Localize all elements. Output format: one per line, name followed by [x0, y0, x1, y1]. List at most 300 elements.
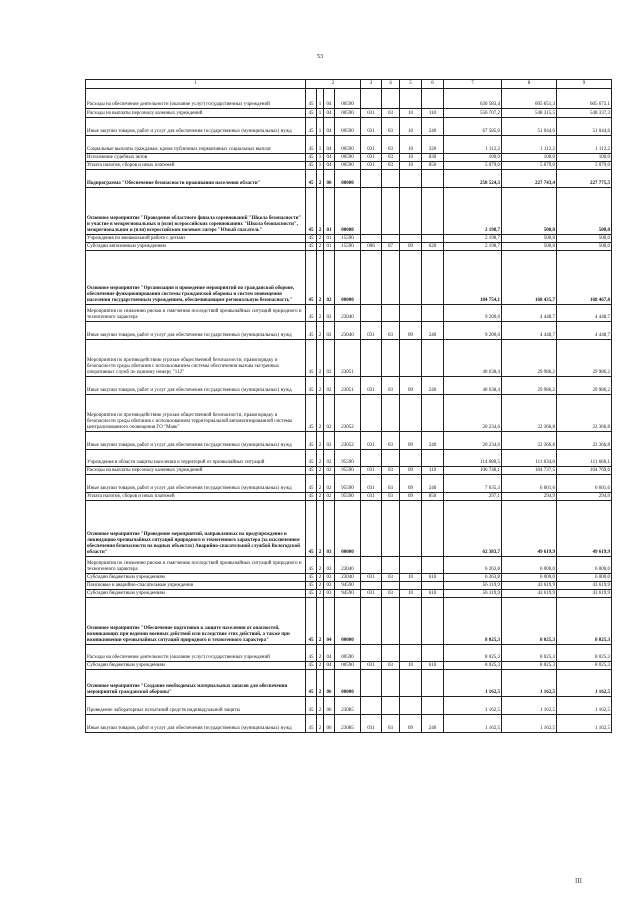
cell-name: Проведение лабораторных испытаний средств индивидуальной защиты	[86, 697, 306, 715]
cell-name: Мероприятия по противодействию угрозам общественной безопасности, правопорядку и безопасности среды обитания с использованием системы обеспечения вызова экстренных оперативных служб по единому номеру "112"	[86, 340, 306, 377]
cell-c3: 02	[324, 340, 335, 377]
cell-c2: 2	[317, 235, 324, 243]
cell-c3: 03	[324, 590, 335, 598]
cell-v2: 29 986,2	[502, 377, 557, 395]
cell-v0	[422, 670, 444, 697]
cell-c2: 1	[317, 89, 324, 109]
table-row	[86, 450, 612, 467]
cell-v3: 111 666,1	[557, 450, 612, 467]
cell-c3: 04	[324, 109, 335, 118]
cell-name: Иные закупки товаров, работ и услуг для обеспечения государственных (муниципальных) нужд	[86, 377, 306, 395]
cell-v2: 8 025,3	[502, 645, 557, 662]
cell-c6	[382, 598, 400, 645]
cell-v3: 4 448,7	[557, 322, 612, 340]
cell-v1: 630 583,4	[444, 89, 502, 109]
cell-v1: 2 198,7	[444, 188, 502, 235]
cell-c3: 04	[324, 118, 335, 136]
cell-c2: 1	[317, 109, 324, 118]
cell-v0	[422, 170, 444, 188]
cell-name: Основное мероприятие "Организация и проведение мероприятий по гражданской обороне, обеспечение функционирования системы гражданской обороны и систем оповещения населения государственным учреждением, обеспечивающим региональную безопасность"	[86, 251, 306, 305]
cell-v1: 56 119,9	[444, 590, 502, 598]
header-col-5: 5	[400, 80, 422, 89]
cell-c2: 2	[317, 590, 324, 598]
cell-v2: 8 025,3	[502, 598, 557, 645]
cell-c2: 1	[317, 154, 324, 162]
cell-c6: 03	[382, 475, 400, 493]
cell-v2: 43 619,9	[502, 582, 557, 590]
cell-c7	[400, 598, 422, 645]
cell-c4: 95590	[335, 475, 361, 493]
cell-c6: 03	[382, 574, 400, 582]
cell-c7	[400, 645, 422, 662]
cell-c7: 10	[400, 109, 422, 118]
cell-c6: 03	[382, 162, 400, 170]
cell-name: Мероприятия по противодействию угрозам общественной безопасности, правопорядку и безопасности среды обитания с использованием территориальной автоматизированной системы централизованного оповещения ГО "Маяк"	[86, 395, 306, 432]
cell-c1: 45	[306, 582, 317, 590]
cell-c7: 10	[400, 590, 422, 598]
cell-v3: 1 112,2	[557, 136, 612, 154]
cell-c3: 04	[324, 154, 335, 162]
cell-c2: 2	[317, 188, 324, 235]
cell-c4: 23040	[335, 574, 361, 582]
cell-v1: 1 162,5	[444, 670, 502, 697]
cell-v0: 610	[422, 662, 444, 670]
cell-c2: 2	[317, 670, 324, 697]
table-row	[86, 432, 612, 450]
cell-v1: 1 162,5	[444, 715, 502, 733]
cell-c5: 031	[361, 109, 382, 118]
cell-v1: 556 707,2	[444, 109, 502, 118]
cell-v1: 106 748,1	[444, 467, 502, 475]
cell-c5	[361, 395, 382, 432]
cell-c5	[361, 501, 382, 557]
cell-c4: 00590	[335, 136, 361, 154]
cell-c6	[382, 235, 400, 243]
cell-c7: 10	[400, 118, 422, 136]
cell-c2: 2	[317, 377, 324, 395]
cell-c4: 00000	[335, 170, 361, 188]
cell-c5	[361, 235, 382, 243]
cell-v0: 240	[422, 118, 444, 136]
cell-c5	[361, 670, 382, 697]
cell-c2: 2	[317, 475, 324, 493]
cell-v1: 1 112,2	[444, 136, 502, 154]
cell-c2: 2	[317, 251, 324, 305]
cell-v0	[422, 557, 444, 574]
cell-c3: 02	[324, 322, 335, 340]
cell-c1: 45	[306, 475, 317, 493]
table-row	[86, 162, 612, 170]
cell-c2: 1	[317, 162, 324, 170]
cell-c7	[400, 670, 422, 697]
cell-v0	[422, 235, 444, 243]
cell-c4: 00590	[335, 154, 361, 162]
cell-v3: 500,0	[557, 243, 612, 251]
cell-v0: 610	[422, 590, 444, 598]
cell-c1: 45	[306, 590, 317, 598]
cell-c4: 23052	[335, 432, 361, 450]
cell-c5: 031	[361, 715, 382, 733]
cell-c5	[361, 89, 382, 109]
cell-v0: 850	[422, 493, 444, 501]
cell-name: Поисковые и аварийно-спасательные учреждения	[86, 582, 306, 590]
cell-v2: 1 162,5	[502, 697, 557, 715]
cell-v3: 104 769,6	[557, 467, 612, 475]
cell-c6	[382, 582, 400, 590]
cell-v0: 620	[422, 243, 444, 251]
cell-v3: 29 986,2	[557, 377, 612, 395]
cell-v0	[422, 450, 444, 467]
cell-c7: 10	[400, 574, 422, 582]
table-row	[86, 582, 612, 590]
cell-v0: 830	[422, 154, 444, 162]
cell-c1: 45	[306, 432, 317, 450]
cell-c5: 031	[361, 467, 382, 475]
cell-name: Учреждения по внешкольной работе с детьми	[86, 235, 306, 243]
table-row	[86, 170, 612, 188]
cell-c5	[361, 645, 382, 662]
cell-c1: 45	[306, 467, 317, 475]
cell-v3: 4 448,7	[557, 305, 612, 322]
cell-name: Основное мероприятие "Проведение областного финала соревнований "Школа безопасности" и участие в межрегиональных и (или) всероссийских соревнованиях "Школа безопасности", межрегиональном и (или) всероссийском полевом лагере "Юный спасатель"	[86, 188, 306, 235]
cell-v1: 8 025,3	[444, 598, 502, 645]
cell-v1: 2 198,7	[444, 235, 502, 243]
cell-c1: 45	[306, 154, 317, 162]
cell-v3: 100,0	[557, 154, 612, 162]
cell-c4: 00590	[335, 162, 361, 170]
cell-name: Расходы на обеспечение деятельности (оказание услуг) государственных учреждений	[86, 89, 306, 109]
cell-c6: 03	[382, 432, 400, 450]
cell-c7	[400, 170, 422, 188]
table-row	[86, 467, 612, 475]
cell-v3: 605 673,1	[557, 89, 612, 109]
cell-c7	[400, 582, 422, 590]
cell-c7: 09	[400, 432, 422, 450]
cell-c5: 031	[361, 590, 382, 598]
cell-v1: 8 025,3	[444, 662, 502, 670]
cell-c2: 2	[317, 170, 324, 188]
cell-c2: 2	[317, 395, 324, 432]
cell-c4: 23051	[335, 340, 361, 377]
budget-table	[85, 79, 612, 733]
cell-v3: 8 025,3	[557, 645, 612, 662]
cell-c1: 45	[306, 170, 317, 188]
cell-c2: 2	[317, 645, 324, 662]
cell-v1: 297,1	[444, 493, 502, 501]
table-row	[86, 109, 612, 118]
cell-v2: 294,9	[502, 493, 557, 501]
cell-c7	[400, 450, 422, 467]
cell-c5	[361, 305, 382, 322]
cell-c4: 23085	[335, 697, 361, 715]
cell-c6	[382, 340, 400, 377]
cell-c4: 00590	[335, 118, 361, 136]
cell-v3: 227 775,5	[557, 170, 612, 188]
cell-name: Учреждения в области защиты населения и территорий от чрезвычайных ситуаций	[86, 450, 306, 467]
cell-c2: 2	[317, 305, 324, 322]
table-row	[86, 251, 612, 305]
cell-v2: 605 651,3	[502, 89, 557, 109]
cell-v1: 258 524,3	[444, 170, 502, 188]
cell-c5: 031	[361, 154, 382, 162]
cell-v3: 168 467,8	[557, 251, 612, 305]
cell-c4: 23052	[335, 395, 361, 432]
cell-name: Субсидии бюджетным учреждениям	[86, 590, 306, 598]
cell-c6: 03	[382, 136, 400, 154]
cell-c3: 02	[324, 305, 335, 322]
cell-c1: 45	[306, 574, 317, 582]
cell-c3: 04	[324, 645, 335, 662]
cell-c5: 031	[361, 118, 382, 136]
cell-c5	[361, 188, 382, 235]
cell-name: Расходы на обеспечение деятельности (оказание услуг) государственных учреждений	[86, 645, 306, 662]
cell-name: Основное мероприятие "Проведение мероприятий, направленных на предупреждение и ликвидацию чрезвычайных ситуаций природного и техногенного характера (за исключением обеспечения безопасности на водных объектах) Аварийно-спасательной службой Вологодской области"	[86, 501, 306, 557]
cell-c5: 031	[361, 377, 382, 395]
cell-c7: 09	[400, 475, 422, 493]
cell-c1: 45	[306, 501, 317, 557]
cell-c3: 03	[324, 501, 335, 557]
cell-v2: 4 448,7	[502, 322, 557, 340]
cell-c4: 00590	[335, 109, 361, 118]
cell-v3: 8 025,3	[557, 662, 612, 670]
cell-v3: 294,9	[557, 493, 612, 501]
cell-v0	[422, 340, 444, 377]
cell-v2: 5 079,0	[502, 162, 557, 170]
cell-c4: 15590	[335, 243, 361, 251]
cell-c4: 23040	[335, 557, 361, 574]
cell-name: Подпрограмма "Обеспечение безопасности проживания населения области"	[86, 170, 306, 188]
cell-c4: 00590	[335, 662, 361, 670]
cell-v3: 1 162,5	[557, 697, 612, 715]
cell-v3: 500,0	[557, 235, 612, 243]
cell-v3: 8 025,3	[557, 598, 612, 645]
cell-v0	[422, 697, 444, 715]
table-row	[86, 322, 612, 340]
cell-c4: 00590	[335, 645, 361, 662]
table-row	[86, 493, 612, 501]
cell-name: Расходы на выплаты персоналу казенных учреждений	[86, 109, 306, 118]
cell-v2: 8 025,3	[502, 662, 557, 670]
cell-v3: 22 366,8	[557, 432, 612, 450]
cell-v1: 20 234,6	[444, 395, 502, 432]
cell-c1: 45	[306, 235, 317, 243]
cell-v0: 110	[422, 109, 444, 118]
cell-c7: 09	[400, 377, 422, 395]
table-row	[86, 670, 612, 697]
cell-c7	[400, 89, 422, 109]
cell-c3: 04	[324, 89, 335, 109]
cell-name: Субсидии автономным учреждениям	[86, 243, 306, 251]
cell-v2: 1 112,2	[502, 136, 557, 154]
cell-c6	[382, 305, 400, 322]
cell-c6: 03	[382, 377, 400, 395]
cell-c4: 95590	[335, 450, 361, 467]
cell-c7	[400, 251, 422, 305]
cell-v0: 320	[422, 136, 444, 154]
cell-c2: 2	[317, 715, 324, 733]
cell-c1: 45	[306, 395, 317, 432]
cell-v3: 6 000,0	[557, 574, 612, 582]
cell-c2: 2	[317, 493, 324, 501]
cell-name: Основное мероприятие "Обеспечение подготовки к защите населения от опасностей, возникающих при ведении военных действий или вследствие этих действий, а также при возникновении чрезвычайных ситуаций природного и техногенного характера"	[86, 598, 306, 645]
cell-c3: 01	[324, 235, 335, 243]
cell-name: Расходы на выплаты персоналу казенных учреждений	[86, 467, 306, 475]
cell-v3: 1 162,5	[557, 670, 612, 697]
cell-c6: 03	[382, 467, 400, 475]
header-col-7: 7	[444, 80, 502, 89]
cell-v2: 29 986,2	[502, 340, 557, 377]
table-row	[86, 235, 612, 243]
cell-c1: 45	[306, 251, 317, 305]
page-number: 53	[317, 54, 323, 60]
cell-c1: 45	[306, 715, 317, 733]
table-row	[86, 501, 612, 557]
cell-v2: 548 315,5	[502, 109, 557, 118]
cell-c2: 2	[317, 322, 324, 340]
cell-c2: 2	[317, 557, 324, 574]
cell-c7	[400, 235, 422, 243]
cell-v2: 1 162,5	[502, 670, 557, 697]
cell-v2: 227 743,4	[502, 170, 557, 188]
cell-c7	[400, 395, 422, 432]
cell-c1: 45	[306, 243, 317, 251]
table-row	[86, 118, 612, 136]
table-row	[86, 715, 612, 733]
header-col-8: 8	[502, 80, 557, 89]
cell-c6	[382, 670, 400, 697]
cell-c7: 09	[400, 493, 422, 501]
cell-c5: 031	[361, 475, 382, 493]
cell-c2: 2	[317, 432, 324, 450]
cell-name: Уплата налогов, сборов и иных платежей	[86, 493, 306, 501]
cell-c5: 031	[361, 493, 382, 501]
cell-c6: 03	[382, 493, 400, 501]
header-col-4: 4	[382, 80, 400, 89]
cell-c4: 23040	[335, 322, 361, 340]
cell-c2: 2	[317, 467, 324, 475]
cell-v2: 500,0	[502, 235, 557, 243]
cell-v2: 49 619,9	[502, 501, 557, 557]
cell-v1: 67 585,0	[444, 118, 502, 136]
cell-v1: 56 119,9	[444, 582, 502, 590]
cell-c5: 006	[361, 243, 382, 251]
cell-v2: 6 000,0	[502, 574, 557, 582]
table-row	[86, 645, 612, 662]
cell-c4: 15590	[335, 235, 361, 243]
cell-c6	[382, 645, 400, 662]
cell-v2: 6 601,6	[502, 475, 557, 493]
cell-v0: 240	[422, 377, 444, 395]
cell-c3: 06	[324, 697, 335, 715]
cell-c5: 031	[361, 662, 382, 670]
cell-c1: 45	[306, 662, 317, 670]
cell-v1: 62 383,7	[444, 501, 502, 557]
cell-v1: 1 162,5	[444, 697, 502, 715]
cell-c1: 45	[306, 162, 317, 170]
cell-v1: 100,0	[444, 154, 502, 162]
cell-v3: 43 619,9	[557, 590, 612, 598]
cell-c2: 2	[317, 598, 324, 645]
cell-c3: 02	[324, 493, 335, 501]
cell-c2: 2	[317, 340, 324, 377]
cell-c1: 45	[306, 118, 317, 136]
cell-c3: 04	[324, 598, 335, 645]
cell-v2: 22 366,8	[502, 395, 557, 432]
corner-mark: III	[575, 877, 582, 885]
cell-v3: 548 337,3	[557, 109, 612, 118]
cell-v0	[422, 89, 444, 109]
cell-name: Иные закупки товаров, работ и услуг для обеспечения государственных (муниципальных) нужд	[86, 118, 306, 136]
cell-v3: 6 601,6	[557, 475, 612, 493]
cell-v3: 51 044,6	[557, 118, 612, 136]
cell-v0: 240	[422, 475, 444, 493]
cell-c7: 10	[400, 136, 422, 154]
cell-c7: 09	[400, 715, 422, 733]
cell-c4: 94590	[335, 582, 361, 590]
cell-c4: 94590	[335, 590, 361, 598]
cell-v1: 40 638,4	[444, 377, 502, 395]
cell-c7	[400, 501, 422, 557]
cell-c7	[400, 305, 422, 322]
cell-v1: 9 200,6	[444, 322, 502, 340]
cell-v3: 1 162,5	[557, 715, 612, 733]
cell-name: Субсидии бюджетным учреждениям	[86, 574, 306, 582]
cell-c7: 09	[400, 322, 422, 340]
cell-name: Основное мероприятие "Создание необходимых материальных запасов для обеспечения мероприятий гражданской обороны"	[86, 670, 306, 697]
cell-c6	[382, 170, 400, 188]
cell-c2: 2	[317, 662, 324, 670]
cell-c2: 2	[317, 450, 324, 467]
cell-v0	[422, 582, 444, 590]
cell-c1: 45	[306, 697, 317, 715]
cell-c4: 23085	[335, 715, 361, 733]
cell-c3: 04	[324, 162, 335, 170]
cell-c4: 00000	[335, 188, 361, 235]
cell-c7	[400, 557, 422, 574]
cell-c6: 03	[382, 154, 400, 162]
table-row	[86, 697, 612, 715]
cell-c2: 2	[317, 697, 324, 715]
cell-v0	[422, 305, 444, 322]
cell-v0: 240	[422, 432, 444, 450]
cell-c6: 03	[382, 322, 400, 340]
cell-c5: 031	[361, 136, 382, 154]
cell-c1: 45	[306, 340, 317, 377]
cell-name: Субсидии бюджетным учреждениям	[86, 662, 306, 670]
cell-v2: 4 448,7	[502, 305, 557, 322]
cell-c2: 2	[317, 501, 324, 557]
cell-c4: 95590	[335, 493, 361, 501]
cell-c5	[361, 450, 382, 467]
cell-v3: 49 619,9	[557, 501, 612, 557]
cell-name: Исполнение судебных актов	[86, 154, 306, 162]
cell-v1: 20 234,6	[444, 432, 502, 450]
table-row	[86, 475, 612, 493]
cell-c3: 02	[324, 377, 335, 395]
cell-c4: 00000	[335, 251, 361, 305]
cell-c7: 09	[400, 467, 422, 475]
cell-c2: 1	[317, 118, 324, 136]
cell-c6	[382, 89, 400, 109]
cell-v0	[422, 645, 444, 662]
cell-c5	[361, 582, 382, 590]
cell-c6	[382, 501, 400, 557]
cell-v2: 22 366,8	[502, 432, 557, 450]
cell-c3: 02	[324, 450, 335, 467]
cell-c3: 04	[324, 136, 335, 154]
cell-c5	[361, 170, 382, 188]
cell-v2: 500,0	[502, 243, 557, 251]
